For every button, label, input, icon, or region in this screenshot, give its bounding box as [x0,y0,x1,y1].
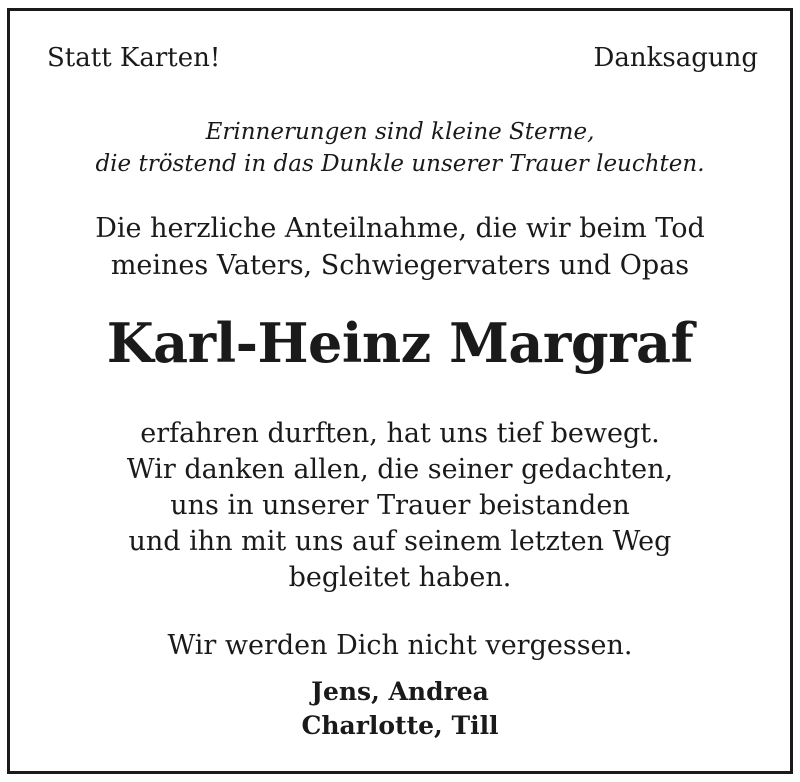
thanks-text [10,416,790,596]
obituary-card [7,8,793,774]
thanks-line: Wir danken allen, die seiner gedachten, [126,454,674,485]
quote-line: Erinnerungen sind kleine Sterne, [205,119,595,145]
thanks-line: und ihn mit uns auf seinem letzten Weg [128,526,672,557]
quote-line: die tröstend in das Dunkle unserer Trauer leuchten. [95,151,705,177]
signature-line: Jens, Andrea [311,677,489,706]
signatures [10,675,790,743]
header-right-text: Danksagung [593,43,758,73]
closing-line: Wir werden Dich nicht vergessen. [167,630,633,661]
thanks-line: uns in unserer Trauer beistanden [170,490,630,521]
header-left-text: Statt Karten! [47,43,221,73]
intro-line: Die herzliche Anteilnahme, die wir beim Tod [95,213,705,244]
header-row [47,43,758,73]
intro-text [10,210,790,284]
memorial-quote [10,116,790,180]
signature-line: Charlotte, Till [301,711,499,740]
deceased-name: Karl-Heinz Margraf [106,311,694,375]
intro-line: meines Vaters, Schwiegervaters und Opas [110,250,690,281]
thanks-line: erfahren durften, hat uns tief bewegt. [140,418,660,449]
thanks-line: begleitet haben. [288,562,512,593]
